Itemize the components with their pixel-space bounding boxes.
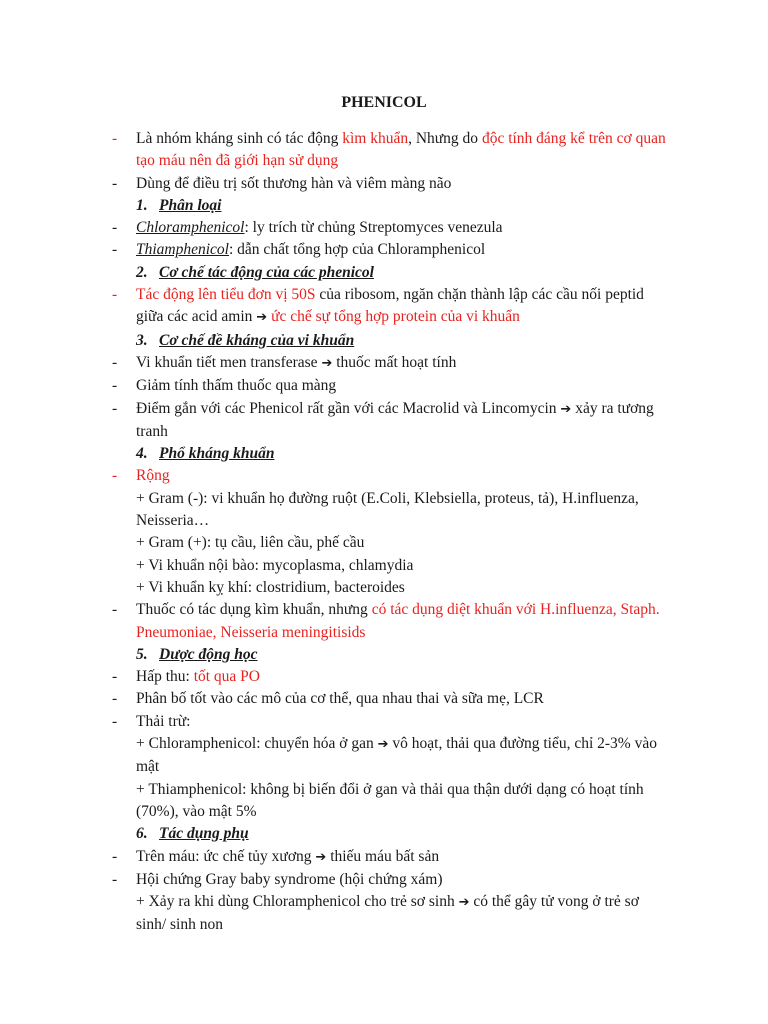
sub-item: + Vi khuẩn kỵ khí: clostridium, bacteroides [136, 578, 405, 596]
sub-item: + Thiamphenicol: không bị biến đổi ở gan và thải qua thận dưới dạng có hoạt tính (70%), vào mật 5% [136, 780, 644, 820]
list-item: - Điểm gắn với các Phenicol rất gần với các Macrolid và Lincomycin ➔ xảy ra tương tranh [112, 399, 654, 440]
list-item: - Vi khuẩn tiết men transferase ➔ thuốc mất hoạt tính [112, 353, 457, 371]
list-item: - Thải trừ: [112, 712, 191, 730]
sub-item: + Gram (-): vi khuẩn họ đường ruột (E.Coli, Klebsiella, proteus, tả), H.influenza, Neisseria… [136, 489, 639, 530]
arrow-right-icon: ➔ [458, 895, 470, 911]
sub-item: + Vi khuẩn nội bào: mycoplasma, chlamydia [136, 556, 414, 574]
sub-item: + Xảy ra khi dùng Chloramphenicol cho trẻ sơ sinh ➔ có thể gây tử vong ở trẻ sơ sinh/ sinh non [136, 893, 639, 934]
document-body [112, 128, 672, 937]
list-item: - Là nhóm kháng sinh có tác động kìm khuẩn, Nhưng do độc tính đáng kể trên cơ quan tạo máu nên đã giới hạn sử dụng [112, 130, 666, 170]
sub-item: + Gram (+): tụ cầu, liên cầu, phế cầu [136, 534, 365, 552]
arrow-right-icon: ➔ [321, 355, 333, 371]
page-title: PHENICOL [341, 94, 427, 111]
section-heading: 5. Dược động học [136, 645, 258, 663]
list-item: - Tác động lên tiểu đơn vị 50S của ribosom, ngăn chặn thành lập các cầu nối peptid giữa các acid amin ➔ ức chế sự tổng hợp protein của vi khuẩn [112, 286, 644, 326]
arrow-right-icon: ➔ [377, 737, 389, 753]
arrow-right-icon: ➔ [256, 310, 268, 326]
bullet-dash: - [112, 174, 118, 192]
section-heading: 1. Phân loại [136, 196, 222, 214]
list-item: - Giảm tính thấm thuốc qua màng [112, 377, 337, 395]
arrow-right-icon: ➔ [560, 401, 572, 417]
list-item: - Dùng để điều trị sốt thương hàn và viêm màng não [112, 173, 672, 195]
list-item: - Rộng [112, 467, 170, 485]
section-heading: 6. Tác dụng phụ [136, 825, 249, 843]
list-item: - Trên máu: ức chế tủy xương ➔ thiếu máu bất sản [112, 847, 440, 865]
list-item: - Thuốc có tác dụng kìm khuẩn, nhưng có tác dụng diệt khuẩn với H.influenza, Staph. Pneumoniae, Neisseria meningitisids [112, 601, 660, 641]
section-heading: 4. Phổ kháng khuẩn [136, 445, 275, 463]
list-item: - Phân bố tốt vào các mô của cơ thể, qua nhau thai và sữa mẹ, LCR [112, 690, 544, 708]
list-item: - Thiamphenicol: dẫn chất tổng hợp của Chloramphenicol [112, 241, 486, 259]
sub-item: + Chloramphenicol: chuyển hóa ở gan ➔ vô hoạt, thải qua đường tiểu, chỉ 2-3% vào mật [136, 735, 657, 776]
list-item: - Hội chứng Gray baby syndrome (hội chứng xám) [112, 870, 443, 888]
list-item: - Chloramphenicol: ly trích từ chủng Streptomyces venezula [112, 219, 503, 237]
list-item: - Hấp thu: tốt qua PO [112, 668, 260, 686]
bullet-dash: - [112, 130, 118, 147]
arrow-right-icon: ➔ [315, 849, 327, 865]
section-heading: 3. Cơ chế đề kháng của vi khuẩn [136, 331, 355, 349]
section-heading: 2. Cơ chế tác động của các phenicol [136, 263, 374, 281]
